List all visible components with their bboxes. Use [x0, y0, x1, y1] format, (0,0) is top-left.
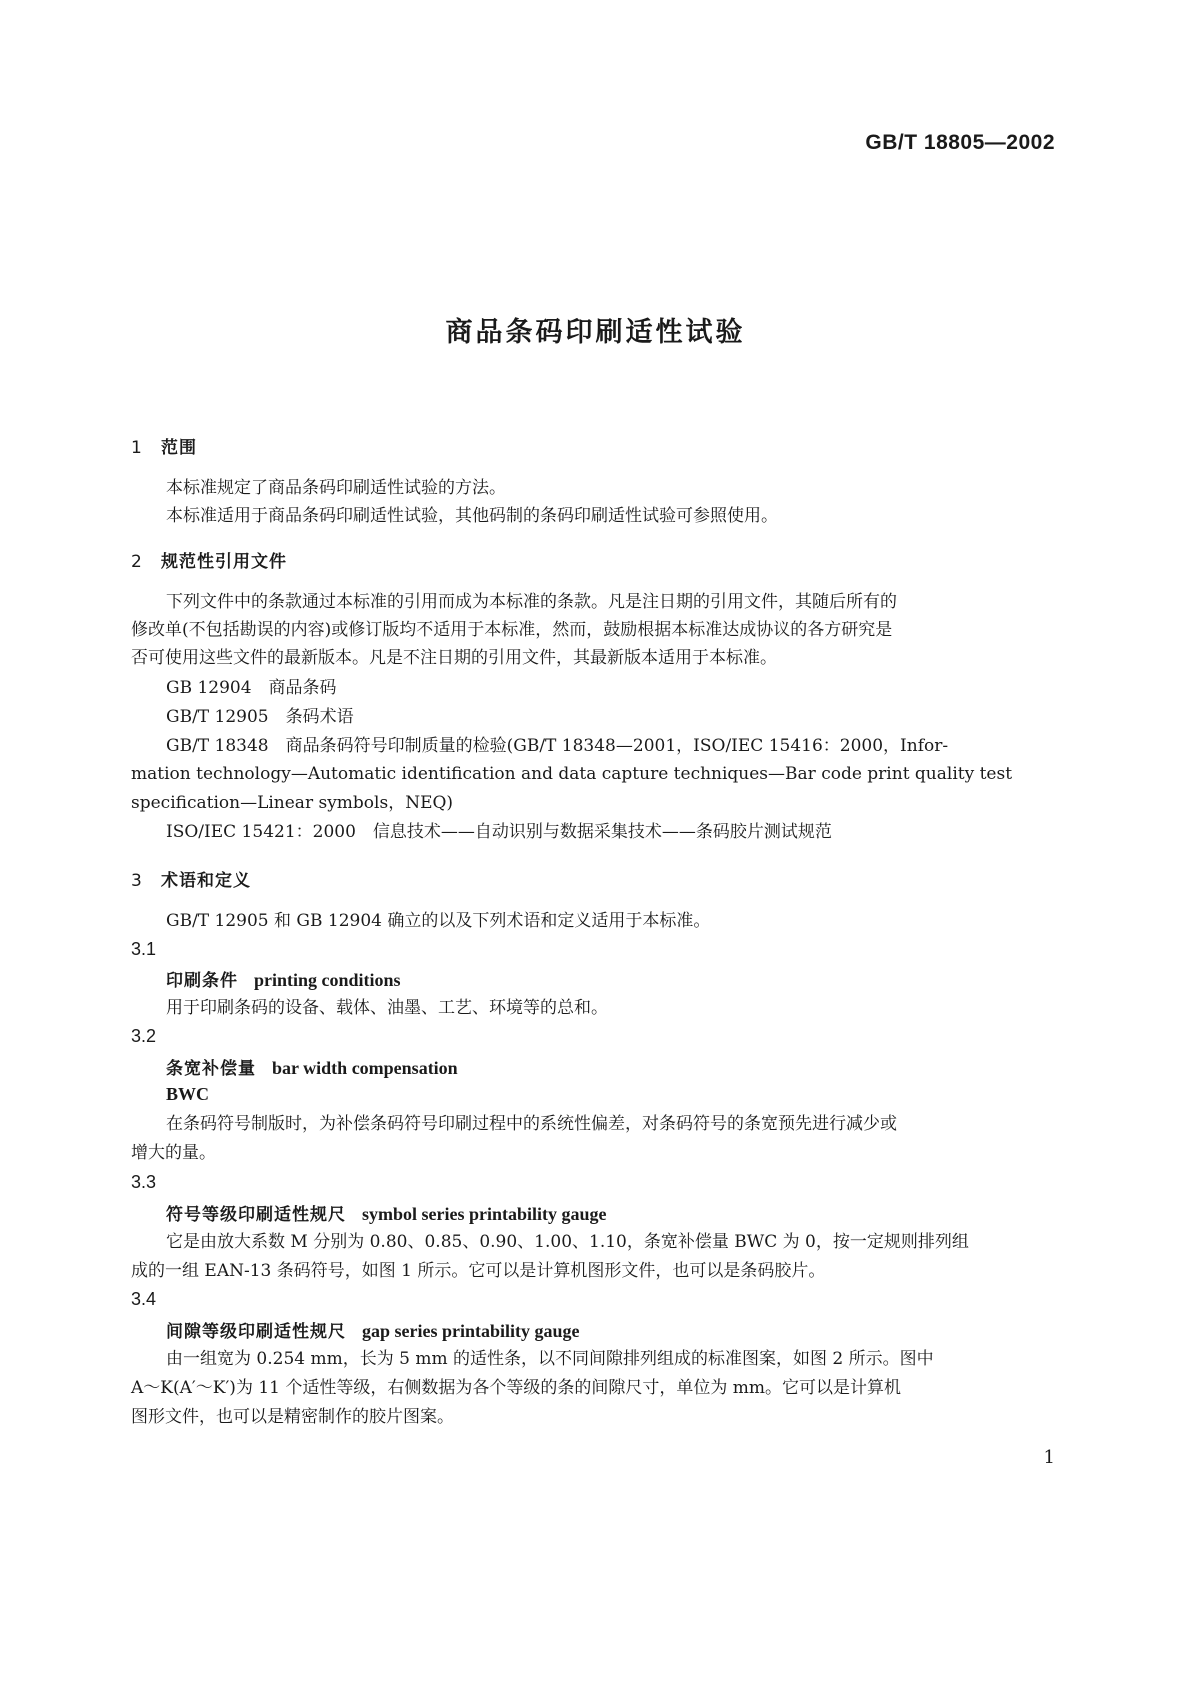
- section-2-heading: [131, 547, 287, 572]
- term-abbreviation: BWC: [166, 1084, 210, 1104]
- term-definition: 由一组宽为 0.254 mm，长为 5 mm 的适性条，以不同间隙排列组成的标准图案，如图 2 所示。图中: [166, 1349, 934, 1369]
- page-title: 商品条码印刷适性试验: [445, 317, 746, 348]
- paragraph: 本标准适用于商品条码印刷适性试验，其他码制的条码印刷适性试验可参照使用。: [166, 506, 778, 526]
- reference-item: GB/T 12905 条码术语: [166, 707, 354, 727]
- section-number: 3: [131, 871, 143, 891]
- paragraph: 否可使用这些文件的最新版本。凡是不注日期的引用文件，其最新版本适用于本标准。: [131, 648, 777, 668]
- section-title: 范围: [161, 438, 197, 458]
- reference-item: GB/T 18348 商品条码符号印制质量的检验(GB/T 18348—2001，ISO/IEC 15416：2000，Infor-: [166, 736, 949, 756]
- subsection-number: 3.3: [131, 1172, 157, 1192]
- term-definition: 图形文件，也可以是精密制作的胶片图案。: [131, 1407, 454, 1427]
- term-definition: A～K(A′～K′)为 11 个适性等级，右侧数据为各个等级的条的间隙尺寸，单位为 mm。它可以是计算机: [131, 1378, 902, 1398]
- section-3-heading: [131, 866, 251, 891]
- paragraph: GB/T 12905 和 GB 12904 确立的以及下列术语和定义适用于本标准。: [166, 911, 711, 931]
- term-definition: 在条码符号制版时，为补偿条码符号印刷过程中的系统性偏差，对条码符号的条宽预先进行减少或: [166, 1114, 897, 1134]
- term-definition: 用于印刷条码的设备、载体、油墨、工艺、环境等的总和。: [166, 998, 608, 1018]
- term-chinese: 符号等级印刷适性规尺: [166, 1205, 346, 1225]
- term-heading: [166, 966, 401, 991]
- section-1-heading: [131, 433, 197, 458]
- reference-item: GB 12904 商品条码: [166, 678, 337, 698]
- term-heading: [166, 1054, 458, 1079]
- term-definition: 成的一组 EAN-13 条码符号，如图 1 所示。它可以是计算机图形文件，也可以是条码胶片。: [131, 1261, 826, 1281]
- subsection-number: 3.2: [131, 1026, 157, 1046]
- term-english: bar width compensation: [272, 1058, 458, 1078]
- reference-item: mation technology—Automatic identification and data capture techniques—Bar code print quality test: [131, 764, 1013, 784]
- reference-item: ISO/IEC 15421：2000 信息技术——自动识别与数据采集技术——条码胶片测试规范: [166, 822, 832, 842]
- subsection-number: 3.4: [131, 1289, 157, 1309]
- paragraph: 下列文件中的条款通过本标准的引用而成为本标准的条款。凡是注日期的引用文件，其随后所有的: [166, 592, 897, 612]
- term-chinese: 间隙等级印刷适性规尺: [166, 1322, 346, 1342]
- standard-code: GB/T 18805—2002: [865, 131, 1055, 154]
- section-number: 1: [131, 438, 143, 458]
- term-heading: [166, 1317, 580, 1342]
- term-definition: 增大的量。: [131, 1143, 216, 1163]
- section-title: 术语和定义: [161, 871, 251, 891]
- term-english: gap series printability gauge: [362, 1321, 580, 1341]
- term-heading: [166, 1200, 607, 1225]
- paragraph: 本标准规定了商品条码印刷适性试验的方法。: [166, 478, 506, 498]
- subsection-number: 3.1: [131, 939, 157, 959]
- term-english: symbol series printability gauge: [362, 1204, 607, 1224]
- term-chinese: 印刷条件: [166, 971, 238, 991]
- term-english: printing conditions: [254, 970, 401, 990]
- section-title: 规范性引用文件: [161, 552, 287, 572]
- term-definition: 它是由放大系数 M 分别为 0.80、0.85、0.90、1.00、1.10，条宽补偿量 BWC 为 0，按一定规则排列组: [166, 1232, 969, 1252]
- paragraph: 修改单(不包括勘误的内容)或修订版均不适用于本标准，然而，鼓励根据本标准达成协议的各方研究是: [131, 620, 893, 640]
- page-number: 1: [1043, 1447, 1055, 1468]
- section-number: 2: [131, 552, 143, 572]
- reference-item: specification—Linear symbols，NEQ): [131, 793, 454, 813]
- term-chinese: 条宽补偿量: [166, 1059, 256, 1079]
